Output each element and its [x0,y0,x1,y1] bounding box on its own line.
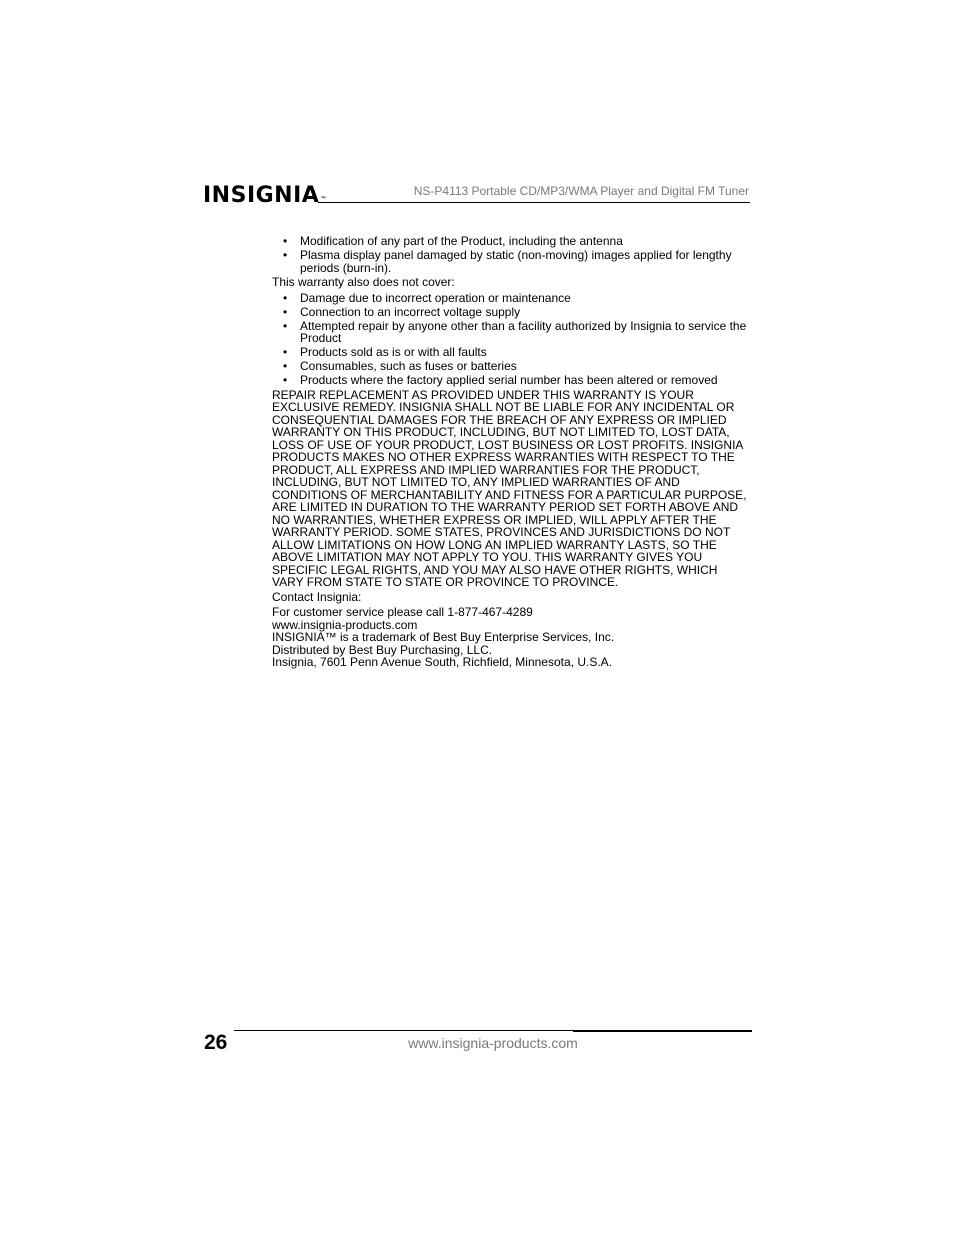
also-not-cover-text: This warranty also does not cover: [272,275,455,289]
bullet-list-exclusions [272,235,752,274]
contact-details [272,606,752,669]
website-line: www.insignia-products.com [272,617,418,632]
list-item: • Connection to an incorrect voltage supply [272,306,752,319]
list-item: • Products sold as is or with all faults [272,346,752,359]
page-content [272,235,752,669]
header-title: NS-P4113 Portable CD/MP3/WMA Player and Digital FM Tuner [413,184,749,198]
list-item: • Products where the factory applied serial number has been altered or removed [272,374,752,387]
bullet-list-not-covered [272,292,752,387]
contact-heading: Contact Insignia: [272,589,362,604]
list-item: • Consumables, such as fuses or batteries [272,360,752,373]
list-item: • Damage due to incorrect operation or maintenance [272,292,752,305]
list-item: • Attempted repair by anyone other than a facility authorized by Insignia to service the Product [272,320,752,345]
footer-url: www.insignia-products.com [408,1035,578,1051]
footer-rule-thick [573,1030,752,1032]
list-item: • Plasma display panel damaged by static (non-moving) images applied for lengthy periods (burn-in). [272,249,752,274]
logo-trademark: ™ [320,196,327,203]
distributor-line: Distributed by Best Buy Purchasing, LLC. [272,642,493,657]
legal-disclaimer: REPAIR REPLACEMENT AS PROVIDED UNDER THIS WARRANTY IS YOUR EXCLUSIVE REMEDY. INSIGNIA SHALL NOT BE LIABLE FOR ANY INCIDENTAL OR CONSEQUENTIAL DAMAGES FOR THE BREACH OF ANY EXPRESS OR IMPLIED WARRANTY ON THIS PRODUCT, INCLUDING, BUT NOT LIMITED TO, LOST DATA, LOSS OF USE OF YOUR PRODUCT, LOST BUSINESS OR LOST PROFITS. INSIGNIA PRODUCTS MAKES NO OTHER EXPRESS WARRANTIES WITH RESPECT TO THE PRODUCT, ALL EXPRESS AND IMPLIED WARRANTIES FOR THE PRODUCT, INCLUDING, BUT NOT LIMITED TO, ANY IMPLIED WARRANTIES OF AND CONDITIONS OF MERCHANTABILITY AND FITNESS FOR A PARTICULAR PURPOSE, ARE LIMITED IN DURATION TO THE WARRANTY PERIOD SET FORTH ABOVE AND NO WARRANTIES, WHETHER EXPRESS OR IMPLIED, WILL APPLY AFTER THE WARRANTY PERIOD. SOME STATES, PROVINCES AND JURISDICTIONS DO NOT ALLOW LIMITATIONS ON HOW LONG AN IMPLIED WARRANTY LASTS, SO THE ABOVE LIMITATION MAY NOT APPLY TO YOU. THIS WARRANTY GIVES YOU SPECIFIC LEGAL RIGHTS, AND YOU MAY ALSO HAVE OTHER RIGHTS, WHICH VARY FROM STATE TO STATE OR PROVINCE TO PROVINCE. [272,387,747,589]
customer-service-line: For customer service please call 1-877-467-4289 [272,605,533,619]
logo-text: INSIGNIA [203,183,320,208]
header-rule [318,202,750,203]
trademark-line: INSIGNIA™ is a trademark of Best Buy Enterprise Services, Inc. [272,630,615,644]
insignia-logo [203,183,327,209]
footer-rule [234,1030,573,1031]
address-line: Insignia, 7601 Penn Avenue South, Richfield, Minnesota, U.S.A. [272,655,612,669]
list-item: • Modification of any part of the Product, including the antenna [272,235,752,248]
page-number: 26 [204,1031,228,1054]
